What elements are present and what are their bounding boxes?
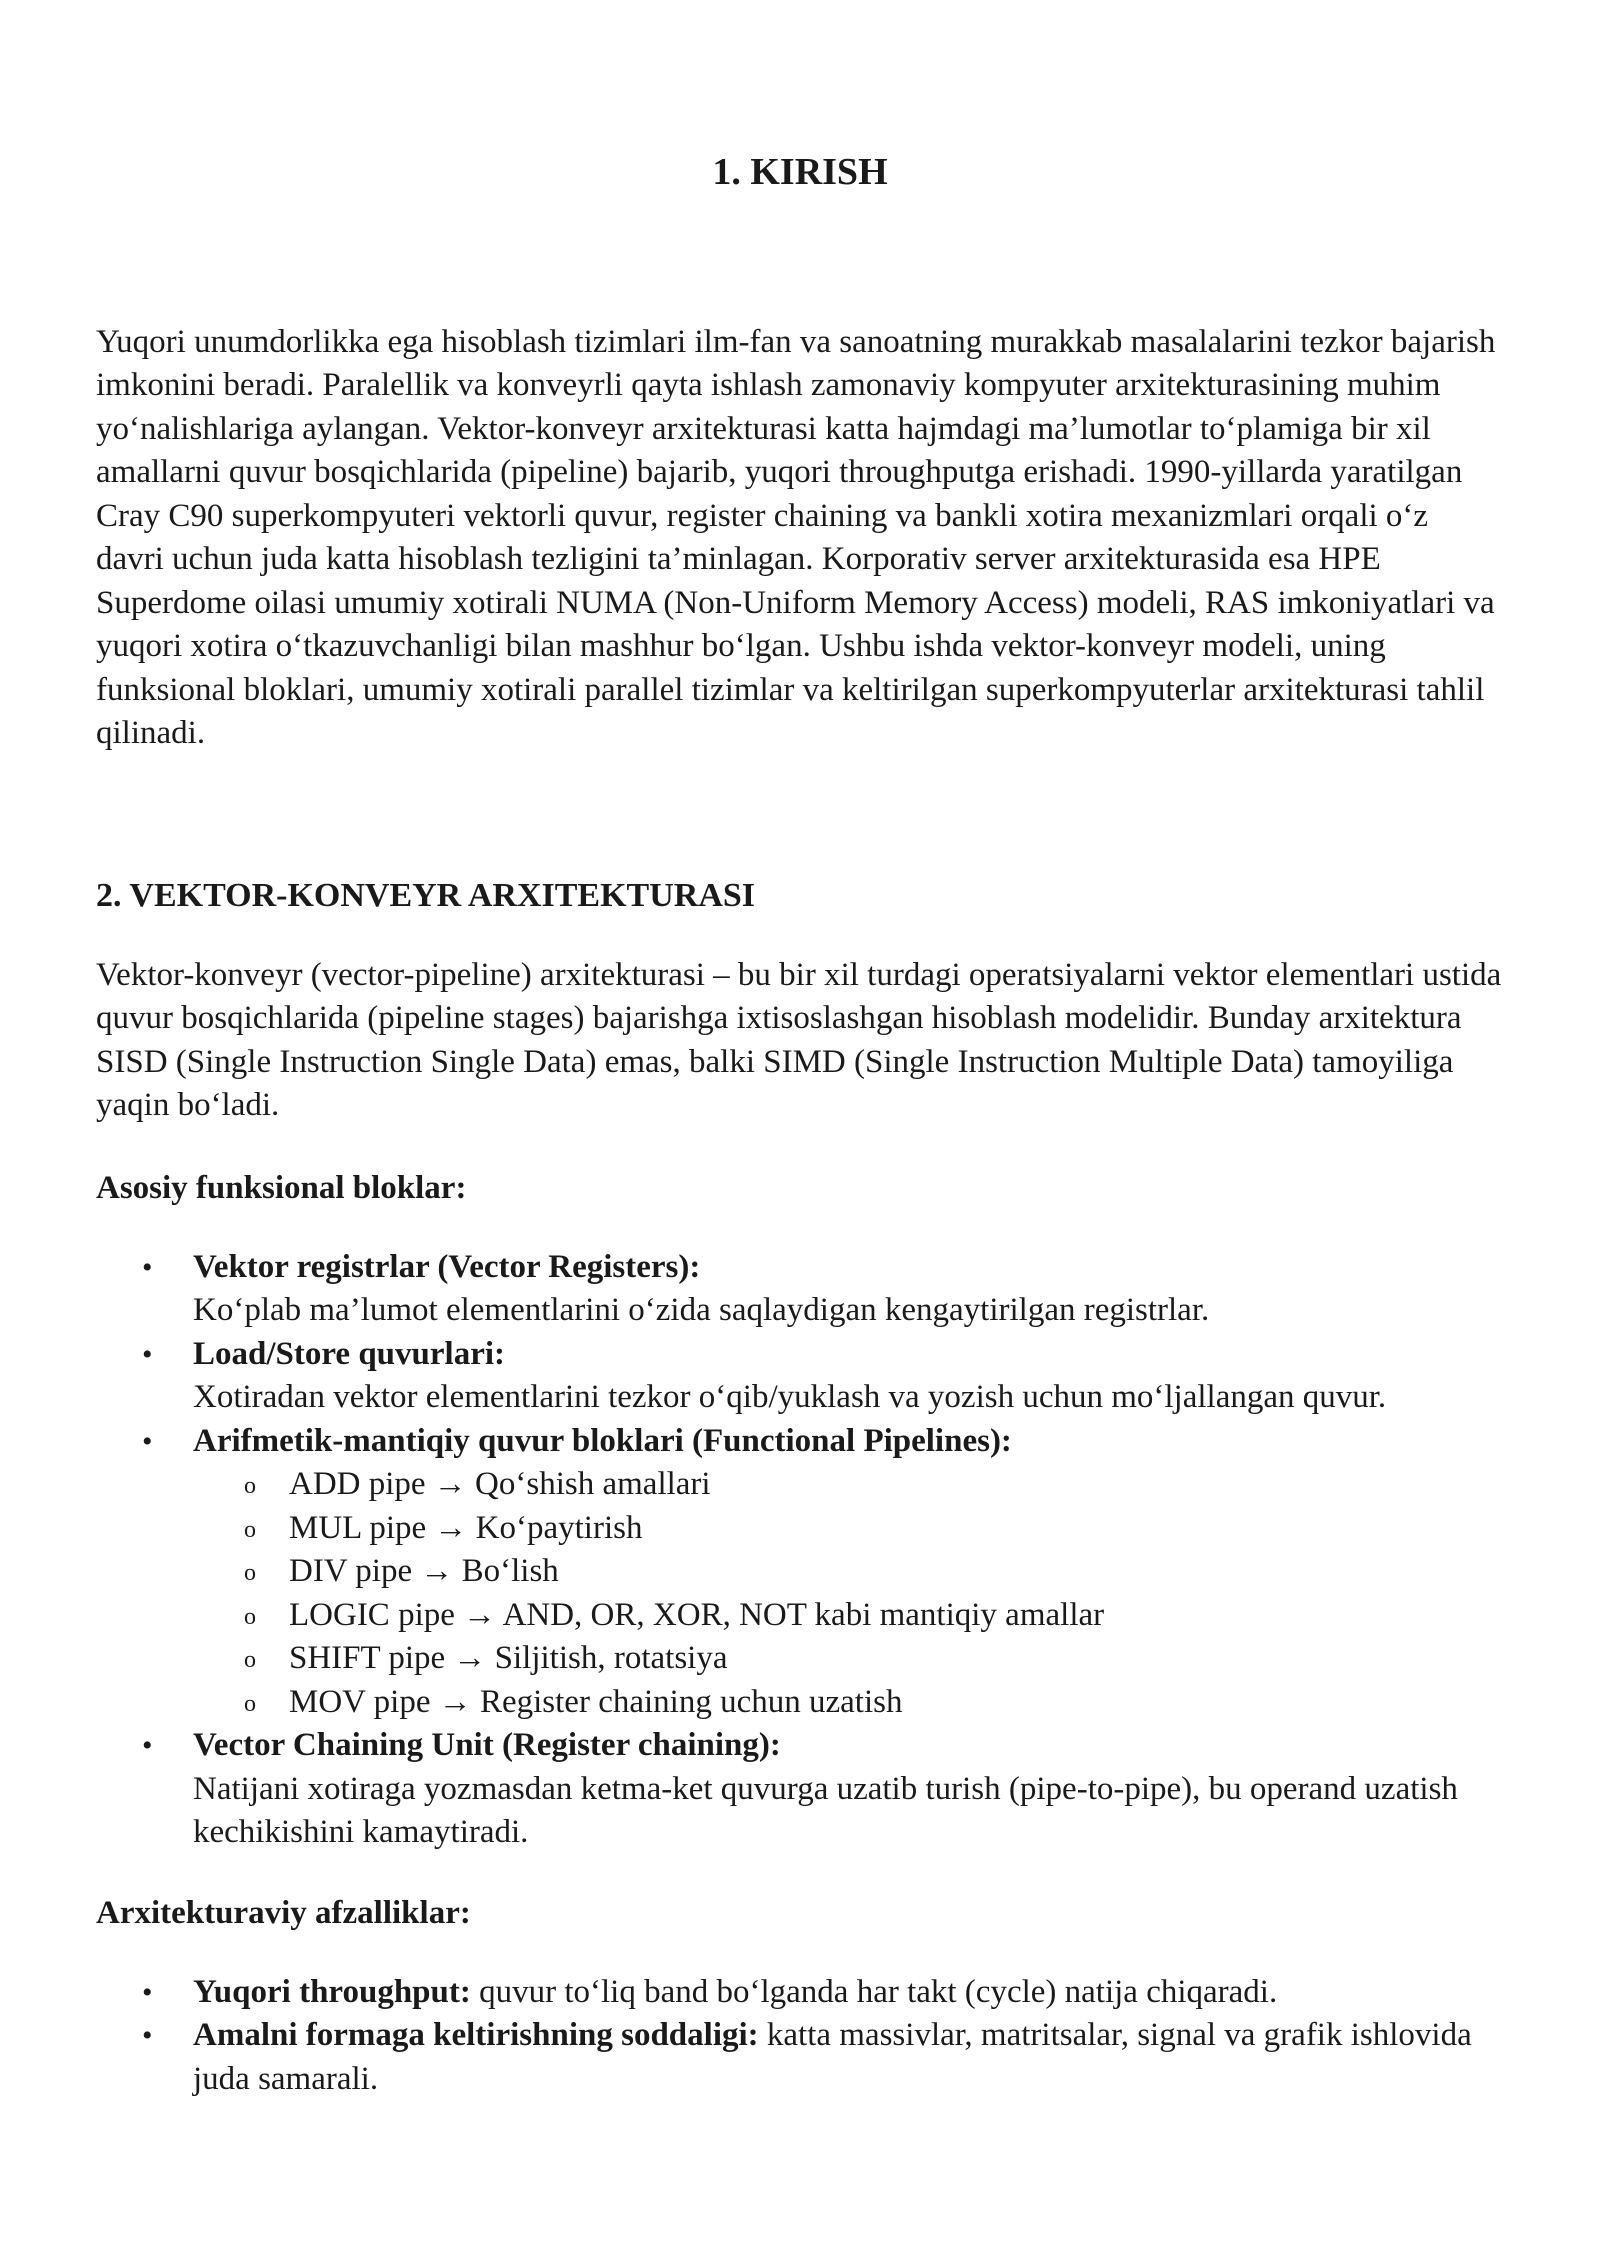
list-item <box>96 1971 1504 2015</box>
intro-paragraph: Yuqori unumdorlikka ega hisoblash tizimlari ilm-fan va sanoatning murakkab masalalarini tezkor bajarish imkonini beradi. Paralellik va konveyrli qayta ishlash zamonaviy kompyuter arxitekturasining muhim yo‘nalishlariga aylangan. Vektor-konveyr arxitekturasi katta hajmdagi ma’lumotlar to‘plamiga bir xil amallarni quvur bosqichlarida (pipeline) bajarib, yuqori throughputga erishadi. 1990-yillarda yaratilgan Cray C90 superkompyuteri vektorli quvur, register chaining va bankli xotira mexanizmlari orqali o‘z davri uchun juda katta hisoblash tezligini ta’minlagan. Korporativ server arxitekturasida esa HPE Superdome oilasi umumiy xotirali NUMA (Non-Uniform Memory Access) modeli, RAS imkoniyatlari va yuqori xotira o‘tkazuvchanligi bilan mashhur bo‘lgan. Ushbu ishda vektor-konveyr modeli, uning funksional bloklari, umumiy xotirali parallel tizimlar va keltirilgan superkompyuterlar arxitekturasi tahlil qilinadi. <box>96 323 1496 752</box>
functional-blocks-list <box>96 1246 1504 1855</box>
block-description: Xotiradan vektor elementlarini tezkor o‘qib/yuklash va yozish uchun mo‘ljallangan quvur. <box>193 1379 1387 1416</box>
block-description: Ko‘plab ma’lumot elementlarini o‘zida saqlaydigan kengaytirilgan registrlar. <box>193 1292 1210 1329</box>
block-title: • Vector Chaining Unit (Register chaining): <box>193 1727 781 1764</box>
advantages-list <box>96 1971 1504 2102</box>
section-1-title: 1. KIRISH <box>712 151 888 193</box>
pipe-item: o LOGIC pipe → AND, OR, XOR, NOT kabi mantiqiy amallar <box>96 1594 1504 1638</box>
advantage-title: Amalni formaga keltirishning soddaligi: <box>193 2017 759 2054</box>
pipe-item: o MOV pipe → Register chaining uchun uzatish <box>96 1681 1504 1725</box>
section-2-title: 2. VEKTOR-KONVEYR ARXITEKTURASI <box>96 876 756 914</box>
pipe-item: o MUL pipe → Ko‘paytirish <box>96 1507 1504 1551</box>
block-title: • Arifmetik-mantiqiy quvur bloklari (Functional Pipelines): <box>193 1422 1012 1459</box>
pipe-item: o DIV pipe → Bo‘lish <box>96 1550 1504 1594</box>
section-2-paragraph: Vektor-konveyr (vector-pipeline) arxitekturasi – bu bir xil turdagi operatsiyalarni vektor elementlari ustida quvur bosqichlarida (pipeline stages) bajarishga ixtisoslashgan hisoblash modelidir. Bunday arxitektura SISD (Single Instruction Single Data) emas, balki SIMD (Single Instruction Multiple Data) tamoyiliga yaqin bo‘ladi. <box>96 956 1502 1124</box>
advantage-text: quvur to‘liq band bo‘lganda har takt (cycle) natija chiqaradi. <box>470 1973 1278 2010</box>
list-item <box>96 1724 1504 1855</box>
advantage-title: Yuqori throughput: <box>193 1973 471 2010</box>
pipe-item: o ADD pipe → Qo‘shish amallari <box>96 1463 1504 1507</box>
list-item <box>96 1333 1504 1420</box>
pipe-item: o SHIFT pipe → Siljitish, rotatsiya <box>96 1637 1504 1681</box>
block-title: • Vektor registrlar (Vector Registers): <box>193 1248 701 1285</box>
list-item <box>96 1420 1504 1464</box>
advantage-text: katta massivlar, matritsalar, signal va grafik ishlovida juda samarali. <box>193 2017 1472 2097</box>
pipes-list <box>96 1463 1504 1724</box>
functional-blocks-heading: Asosiy funksional bloklar: <box>96 1169 467 1206</box>
block-description: Natijani xotiraga yozmasdan ketma-ket quvurga uzatib turish (pipe-to-pipe), bu operand uzatish kechikishini kamaytiradi. <box>193 1770 1458 1851</box>
list-item <box>96 2014 1504 2101</box>
block-title: • Load/Store quvurlari: <box>193 1335 506 1372</box>
pipes-container <box>96 1463 1504 1724</box>
advantages-heading: Arxitekturaviy afzalliklar: <box>96 1894 471 1931</box>
list-item <box>96 1246 1504 1333</box>
